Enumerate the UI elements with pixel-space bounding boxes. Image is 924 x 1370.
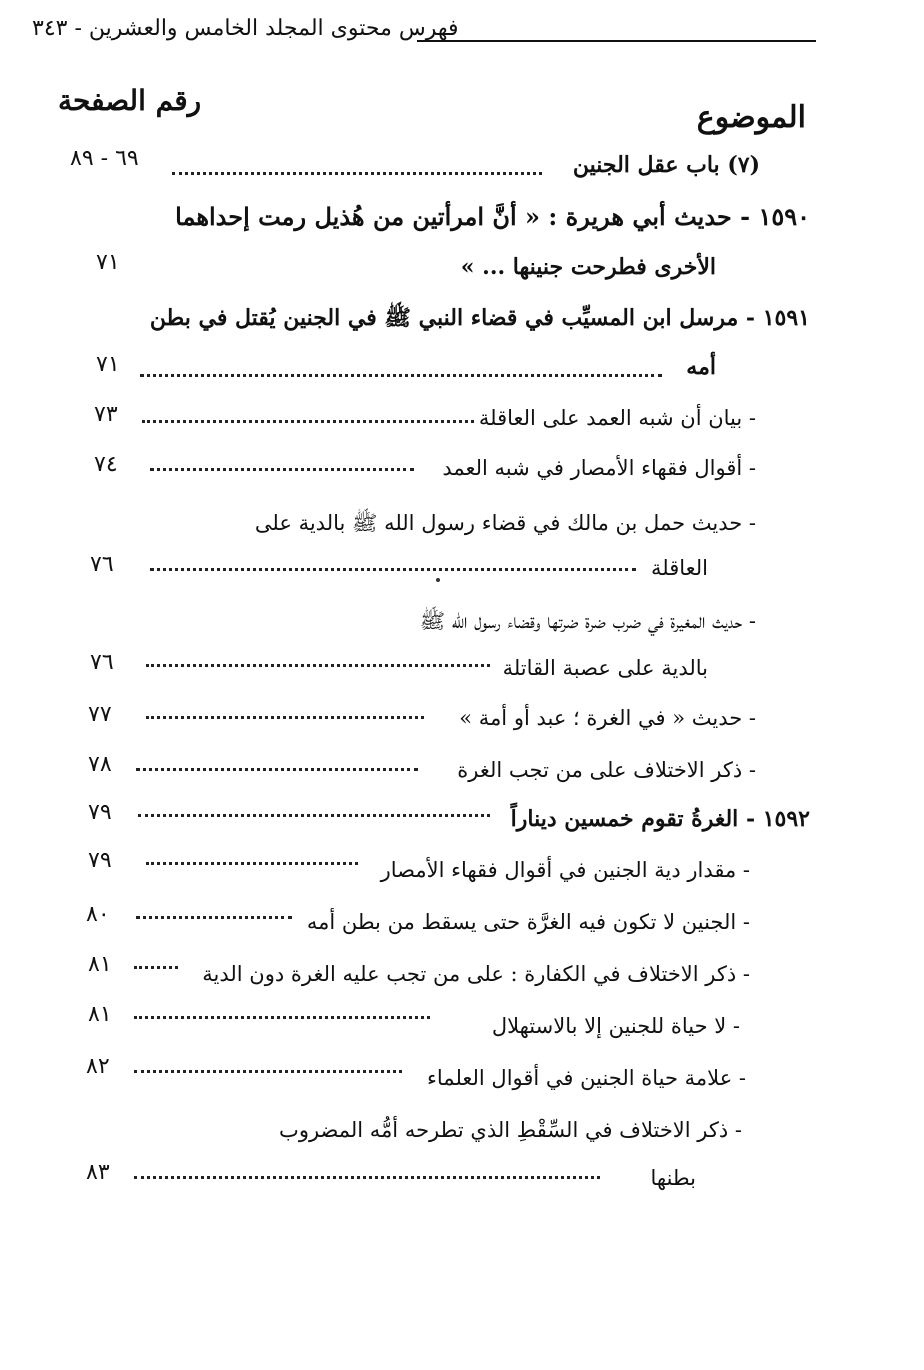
- toc-subentry: - مقدار دية الجنين في أقوال فقهاء الأمصار: [380, 858, 750, 882]
- dot-leader: [138, 814, 490, 817]
- dot-leader: [146, 862, 358, 865]
- toc-subentry: - ذكر الاختلاف على من تجب الغرة: [457, 758, 756, 782]
- toc-subentry: - ذكر الاختلاف في السِّقْطِ الذي تطرحه أمُّه المضروب: [279, 1118, 742, 1142]
- page-number: ٧١: [96, 352, 120, 377]
- toc-subentry: - حديث المغيرة في ضرب ضرة ضرتها وقضاء رسول الله ﷺ: [419, 609, 756, 633]
- toc-entry-1592: ١٥٩٢ - الغرةُ تقوم خمسين ديناراً: [510, 806, 810, 832]
- header-rule: [417, 40, 816, 42]
- page-number: ٧٧: [88, 702, 112, 727]
- running-header: [32, 12, 816, 54]
- subject-column-heading: الموضوع: [696, 100, 806, 135]
- page-number: ٧٩: [88, 848, 112, 873]
- toc-subentry: - حديث حمل بن مالك في قضاء رسول الله ﷺ بالدية على: [254, 511, 756, 535]
- toc-subentry: - أقوال فقهاء الأمصار في شبه العمد: [442, 456, 756, 480]
- toc-subentry: - حديث « في الغرة ؛ عبد أو أمة »: [459, 706, 756, 730]
- dot-leader: [134, 1070, 402, 1073]
- toc-subentry: - علامة حياة الجنين في أقوال العلماء: [427, 1066, 746, 1090]
- toc-subentry: - الجنين لا تكون فيه الغرَّة حتى يسقط من بطن أمه: [306, 910, 750, 934]
- toc-subentry-cont: العاقلة: [650, 556, 708, 580]
- page-number: ٧٤: [94, 452, 118, 477]
- page-number: ٨١: [88, 1002, 112, 1027]
- toc-entry-chapter-7: (٧) باب عقل الجنين: [572, 152, 760, 178]
- dot-leader: [172, 172, 542, 175]
- dot-leader: [142, 420, 474, 423]
- toc-entry-1590: ١٥٩٠ - حديث أبي هريرة : « أنَّ امرأتين من هُذيل رمت إحداهما: [175, 202, 810, 231]
- toc-entry-1591: ١٥٩١ - مرسل ابن المسيِّب في قضاء النبي ﷺ في الجنين يُقتل في بطن: [149, 305, 810, 331]
- dot-leader: [136, 768, 418, 771]
- page-column-heading: رقم الصفحة: [58, 84, 202, 117]
- dot-leader: [150, 568, 636, 571]
- toc-subentry: - لا حياة للجنين إلا بالاستهلال: [491, 1014, 740, 1038]
- dot-leader: [134, 1176, 600, 1179]
- toc-entry-1590-cont: الأخرى فطرحت جنينها ... »: [460, 254, 716, 280]
- dot-leader: [140, 374, 662, 377]
- page-number: ٧٦: [90, 650, 114, 675]
- page-number: ٧٣: [94, 402, 118, 427]
- dot-leader: [134, 1016, 430, 1019]
- toc-subentry-cont: بطنها: [650, 1166, 696, 1190]
- toc-subentry-cont: بالدية على عصبة القاتلة: [502, 656, 708, 680]
- page-number: ٨٠: [86, 902, 110, 927]
- running-title: فهرس محتوى المجلد الخامس والعشرين - ٣٤٣: [32, 16, 459, 41]
- page-number: ٧١: [96, 250, 120, 275]
- page-number: ٧٩: [88, 800, 112, 825]
- dot-leader: [146, 664, 490, 667]
- dot-leader: [134, 966, 178, 969]
- page-number: ٧٦: [90, 552, 114, 577]
- dot-leader: [136, 916, 292, 919]
- toc-subentry: - ذكر الاختلاف في الكفارة : على من تجب عليه الغرة دون الدية: [202, 962, 750, 986]
- page-number: ٦٩ - ٨٩: [70, 146, 139, 171]
- page-number: ٧٨: [88, 752, 112, 777]
- print-speck: [436, 578, 440, 582]
- dot-leader: [150, 468, 414, 471]
- dot-leader: [146, 716, 424, 719]
- toc-subentry: - بيان أن شبه العمد على العاقلة: [478, 406, 756, 430]
- page-number: ٨١: [88, 952, 112, 977]
- toc-entry-1591-cont: أمه: [686, 354, 716, 380]
- page-number: ٨٣: [86, 1160, 110, 1185]
- page-number: ٨٢: [86, 1054, 110, 1079]
